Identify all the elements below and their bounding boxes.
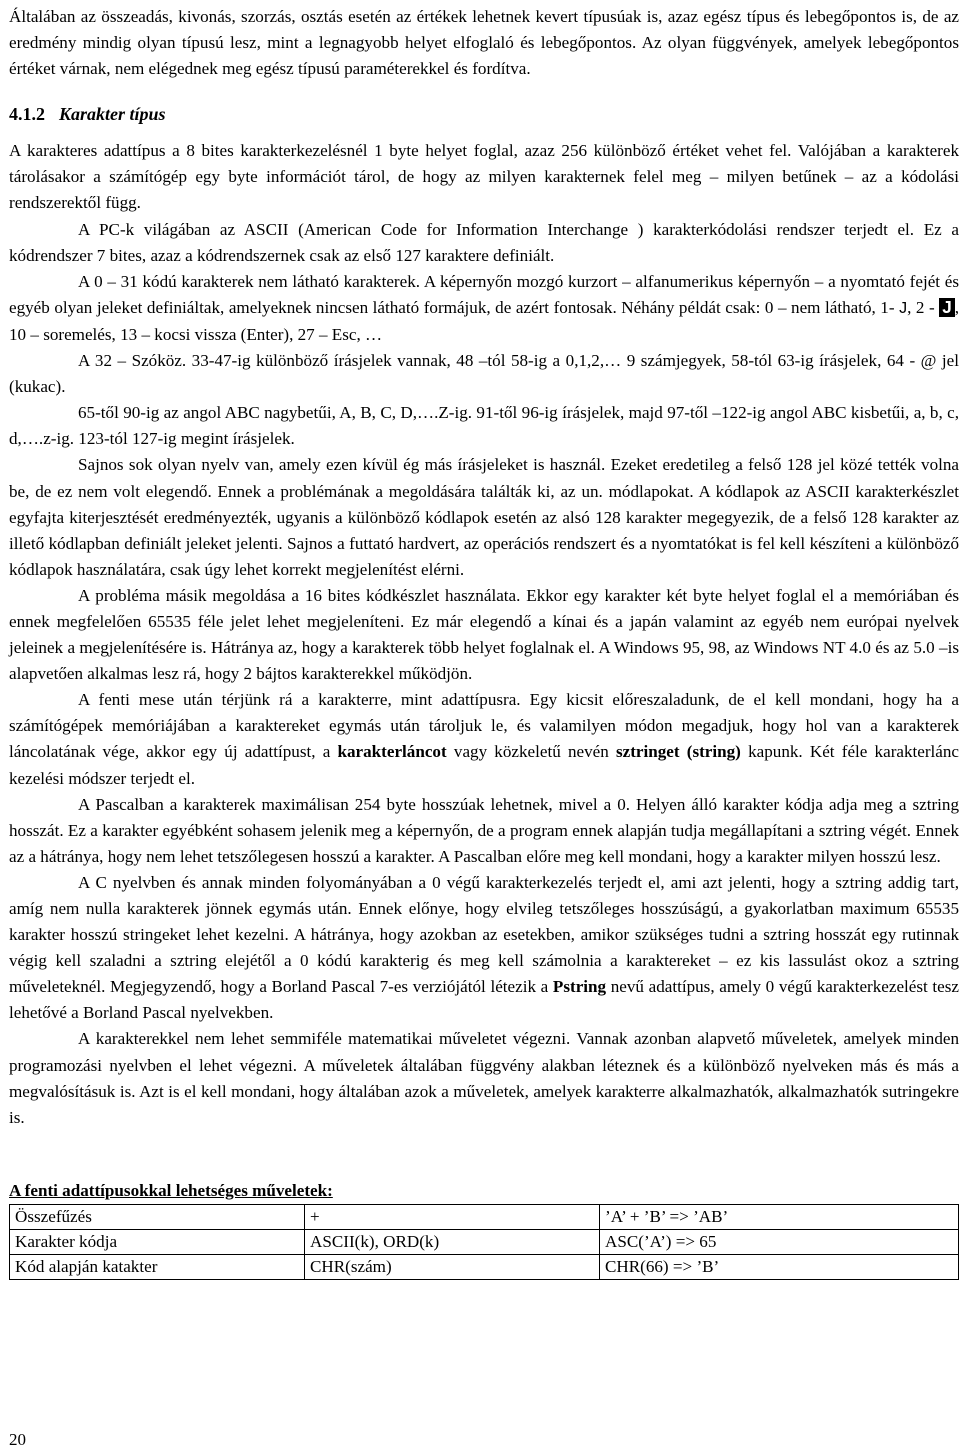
paragraph-6: Sajnos sok olyan nyelv van, amely ezen kívül ég más írásjeleket is használ. Ezeket eredetileg a felső 128 jel közé tették volna be, de ez nem volt elegendő. Ennek a problémának a megoldására találták ki, az un. módlapokat. A kódlapok az ASCII karakterkészlet egyfajta kiterjesztését eredményezték, ugyanis a különböző kódlapok esetén az alsó 128 karakter megegyezik, de a felső 128 karakter az illető kódlapban definiált jeleket jelenti. Sajnos a futtató hardvert, az operációs rendszert és a nyomtatókat is fel kell készíteni a különböző kódlapok használatára, csak úgy lehet korrekt megjelenítést elérni. xyxy=(9,455,959,579)
control-char-glyph-1: J xyxy=(899,299,908,317)
paragraph-3 xyxy=(9,269,959,348)
page-number: 20 xyxy=(9,1430,26,1449)
paragraph-2: A PC-k világában az ASCII (American Code for Information Interchange ) karakterkódolási rendszer terjedt el. Ez a kódrendszer 7 bites, azaz a kódrendszernek csak az első 127 karaktere definiált. xyxy=(9,219,959,265)
term-karakterlanc: karakterláncot xyxy=(337,742,447,762)
table-cell: ASC(’A’) => 65 xyxy=(600,1229,959,1254)
p8-text-c: kapunk. Két féle karakterlánc kezelési módszer terjedt el. xyxy=(9,742,960,788)
section-heading xyxy=(9,102,959,126)
intro-paragraph: Általában az összeadás, kivonás, szorzás, osztás esetén az értékek lehetnek kevert típusúak is, azaz egész típus és lebegőpontos is, de az eredmény mindig olyan típusú lesz, mint a legnagyobb helyet elfoglaló és lebegőpontos. Az olyan függvények, amelyek lebegőpontos értéket várnak, nem elégednek meg egész típusú paraméterekkel és fordítva. xyxy=(9,7,959,79)
p3-text-c: , 10 – soremelés, 13 – kocsi vissza (Enter), 27 – Esc, … xyxy=(9,297,959,344)
paragraph-5: 65-től 90-ig az angol ABC nagybetűi, A, B, C, D,….Z-ig. 91-től 96-ig írásjelek, majd 97-től –122-ig angol ABC kisbetűi, a, b, c, d,….z-ig. 123-tól 127-ig megint írásjelek. xyxy=(9,403,959,449)
p3-text-a: A 0 – 31 kódú karakterek nem látható karakterek. A képernyőn mozgó kurzort – alfanumerikus képernyőn – a nyomtató fejét és egyéb olyan jeleket definiáltak, amelyeknek nincsen látható formájuk, de azért fontosak. Néhány példát csak: 0 – nem látható, 1- xyxy=(9,271,959,317)
table-row xyxy=(10,1229,959,1254)
table-cell: CHR(66) => ’B’ xyxy=(600,1254,959,1279)
table-cell: ’A’ + ’B’ => ’AB’ xyxy=(600,1204,959,1229)
paragraph-1: A karakteres adattípus a 8 bites karakterkezelésnél 1 byte helyet foglal, azaz 256 különböző értéket vehet fel. Valójában a karakterek tárolásakor a számítógép egy byte információt tárol, de hogy az milyen karakternek felel meg – milyen betűnek – az a kódolási rendszerektől függ. xyxy=(9,141,959,213)
p8-text-b: vagy közkeletű nevén xyxy=(453,742,609,762)
paragraph-10 xyxy=(9,870,959,1027)
document-page xyxy=(9,0,959,1280)
paragraph-9: A Pascalban a karakterek maximálisan 254 byte hosszúak lehetnek, mivel a 0. Helyen álló karakter kódja adja meg a sztring hosszát. Ez a karakter egyébként sohasem jelenik meg a képernyőn, de a program ennek alapján tudja megállapítani a sztring végét. Ennek az a hátránya, hogy nem lehet tetszőlegesen hosszú a karakter. A Pascalban előre meg kell mondani, hogy a karakter milyen hosszú lesz. xyxy=(9,794,959,866)
p10-text-c: nevű adattípus, amely 0 végű karakterkezelést tesz lehetővé a Borland Pascal nyelvekben. xyxy=(9,977,959,1023)
table-row xyxy=(10,1254,959,1279)
term-pstring: Pstring xyxy=(552,977,607,997)
paragraph-11: A karakterekkel nem lehet semmiféle matematikai műveletet végezni. Vannak azonban alapvető műveletek, amelyek minden programozási nyelvben el lehet végezni. A műveletek általában függvény alakban léteznek és a különböző nyelveken más és más a megvalósításuk is. Azt is el kell mondani, hogy általában azok a műveletek, amelyek karakterre alkalmazhatók, alkalmazhatók sutringekre is. xyxy=(9,1029,959,1127)
paragraph-8 xyxy=(9,687,959,791)
term-sztring: sztringet (string) xyxy=(615,742,741,762)
section-title: Karakter típus xyxy=(59,104,166,125)
p10-text-a: A C nyelvben és annak minden folyományában a 0 végű karakterkezelés terjedt el, ami azt jelenti, hogy a sztring addig tart, amíg nem nulla karakterek jönnek egymás után. Ennek előnye, hogy elvileg tetszőleges hosszúságú, a gyakorlatban maximum 65535 karakter hosszú stringeket lehet kezelni. A hátránya, hogy azokban az esetekben, amikor szükséges tudni a sztring hosszát egy rutinnak végig kell szaladni a sztring elejétől a 0 kódú karakterig és meg kell számolnia a karaktereket – ez kis lassulást okoz a sztring műveleteknél. Megjegyzendő, hogy a Borland Pascal 7-es verziójától létezik a xyxy=(9,872,959,997)
table-row xyxy=(10,1204,959,1229)
control-char-glyph-2: J xyxy=(939,298,955,317)
table-cell: Összefűzés xyxy=(10,1204,305,1229)
table-cell: CHR(szám) xyxy=(305,1254,600,1279)
table-cell: Karakter kódja xyxy=(10,1229,305,1254)
operations-table xyxy=(9,1204,959,1280)
paragraph-7: A probléma másik megoldása a 16 bites kódkészlet használata. Ekkor egy karakter két byte helyet foglal el a memóriában és ennek megfelelően 65535 féle jelet lehet megjeleníteni. Ez már elegendő a kínai és a japán valamint az egyéb nem európai nyelvek jeleinek a megjelenítésére is. Hátránya az, hogy a karakterek több helyet foglalnak el. A Windows 95, 98, az Windows NT 4.0 és az 5.0 –is alapvetően alkalmas lesz rá, hogy 2 bájtos karakterekkel működjön. xyxy=(9,585,959,684)
table-cell: ASCII(k), ORD(k) xyxy=(305,1229,600,1254)
operations-title: A fenti adattípusokkal lehetséges műveletek: xyxy=(9,1180,333,1200)
p3-text-b: , 2 - xyxy=(907,297,935,317)
paragraph-4: A 32 – Szóköz. 33-47-ig különböző írásjelek vannak, 48 –tól 58-ig a 0,1,2,… 9 számjegyek, 58-tól 63-ig írásjelek, 64 - @ jel (kukac). xyxy=(9,351,959,397)
table-cell: + xyxy=(305,1204,600,1229)
table-cell: Kód alapján katakter xyxy=(10,1254,305,1279)
p8-text-a: A fenti mese után térjünk rá a karakterre, mint adattípusra. Egy kicsit előreszaladunk, de el kell mondani, hogy ha a számítógépek memóriájában a karaktereket egymás után tároljuk le, és valamilyen módon megadjuk, hogy hol van a karakterek láncolatának vége, akkor egy új adattípust, a xyxy=(9,690,959,762)
section-number: 4.1.2 xyxy=(9,104,45,125)
